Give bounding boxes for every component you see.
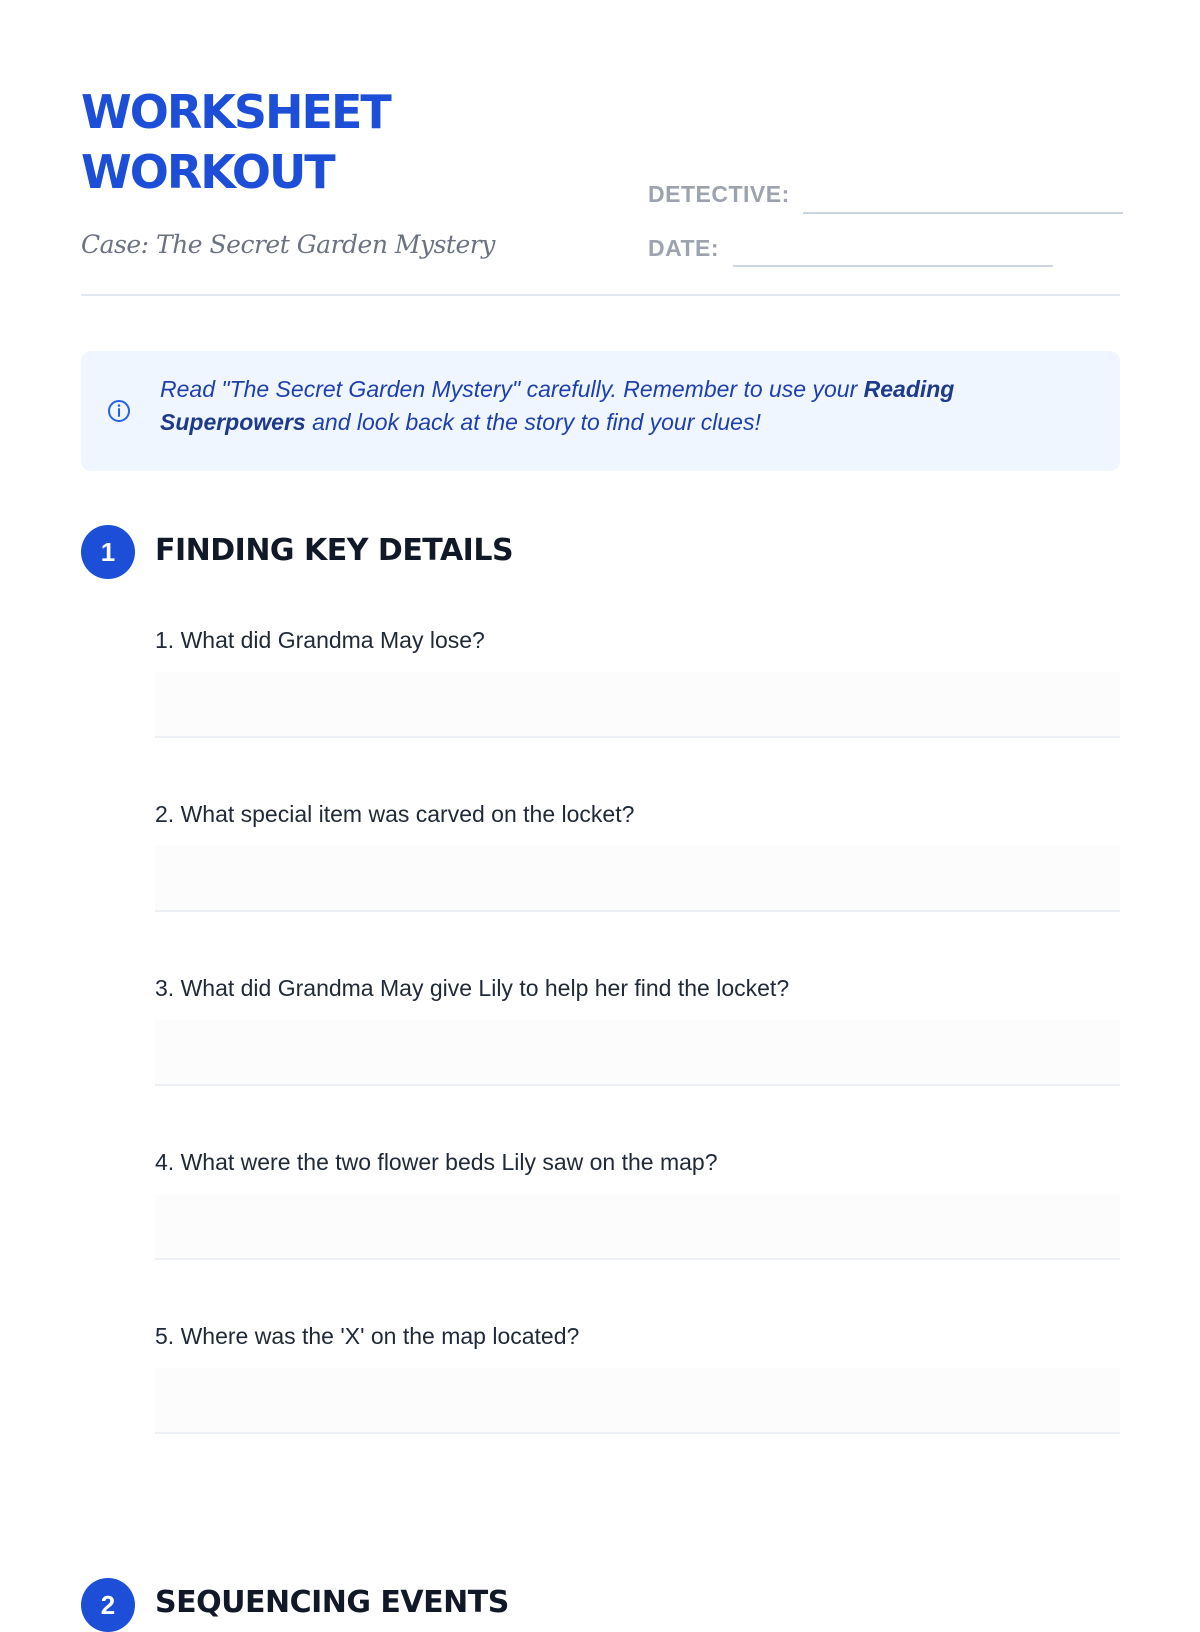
- answer-4-field[interactable]: [155, 1194, 1120, 1260]
- question-1-label: 1. What did Grandma May lose?: [155, 627, 485, 653]
- question-3-label: 3. What did Grandma May give Lily to help her find the locket?: [155, 975, 790, 1001]
- instructions-part1: Read "The Secret Garden Mystery" carefully. Remember to use your: [160, 376, 864, 402]
- section-1-badge: 1: [81, 525, 135, 579]
- info-icon: [105, 397, 133, 425]
- title-line-2: WORKOUT: [81, 145, 334, 199]
- section-2-title: SEQUENCING EVENTS: [155, 1585, 509, 1620]
- instructions-part2: and look back at the story to find your clues!: [305, 409, 761, 435]
- question-2-label: 2. What special item was carved on the locket?: [155, 801, 635, 827]
- instructions-box: [81, 351, 1120, 471]
- answer-3-field[interactable]: [155, 1020, 1120, 1086]
- section-2-badge: 2: [81, 1578, 135, 1632]
- detective-label: DETECTIVE:: [648, 181, 790, 207]
- title-line-1: WORKSHEET: [81, 85, 390, 139]
- instructions-bold: Reading Superpowers: [160, 376, 955, 435]
- answer-2-field[interactable]: [155, 846, 1120, 912]
- question-4-label: 4. What were the two flower beds Lily saw on the map?: [155, 1149, 718, 1175]
- question-5-label: 5. Where was the 'X' on the map located?: [155, 1323, 580, 1349]
- answer-1-field[interactable]: [155, 672, 1120, 738]
- instructions-text: [160, 373, 1080, 439]
- date-label: DATE:: [648, 235, 720, 261]
- section-1-title: FINDING KEY DETAILS: [155, 533, 514, 568]
- answer-5-field[interactable]: [155, 1368, 1120, 1434]
- worksheet-title: [81, 82, 390, 202]
- detective-field[interactable]: [803, 212, 1123, 214]
- date-field[interactable]: [733, 265, 1053, 267]
- header-divider: [81, 294, 1120, 296]
- case-subtitle: Case: The Secret Garden Mystery: [81, 230, 495, 259]
